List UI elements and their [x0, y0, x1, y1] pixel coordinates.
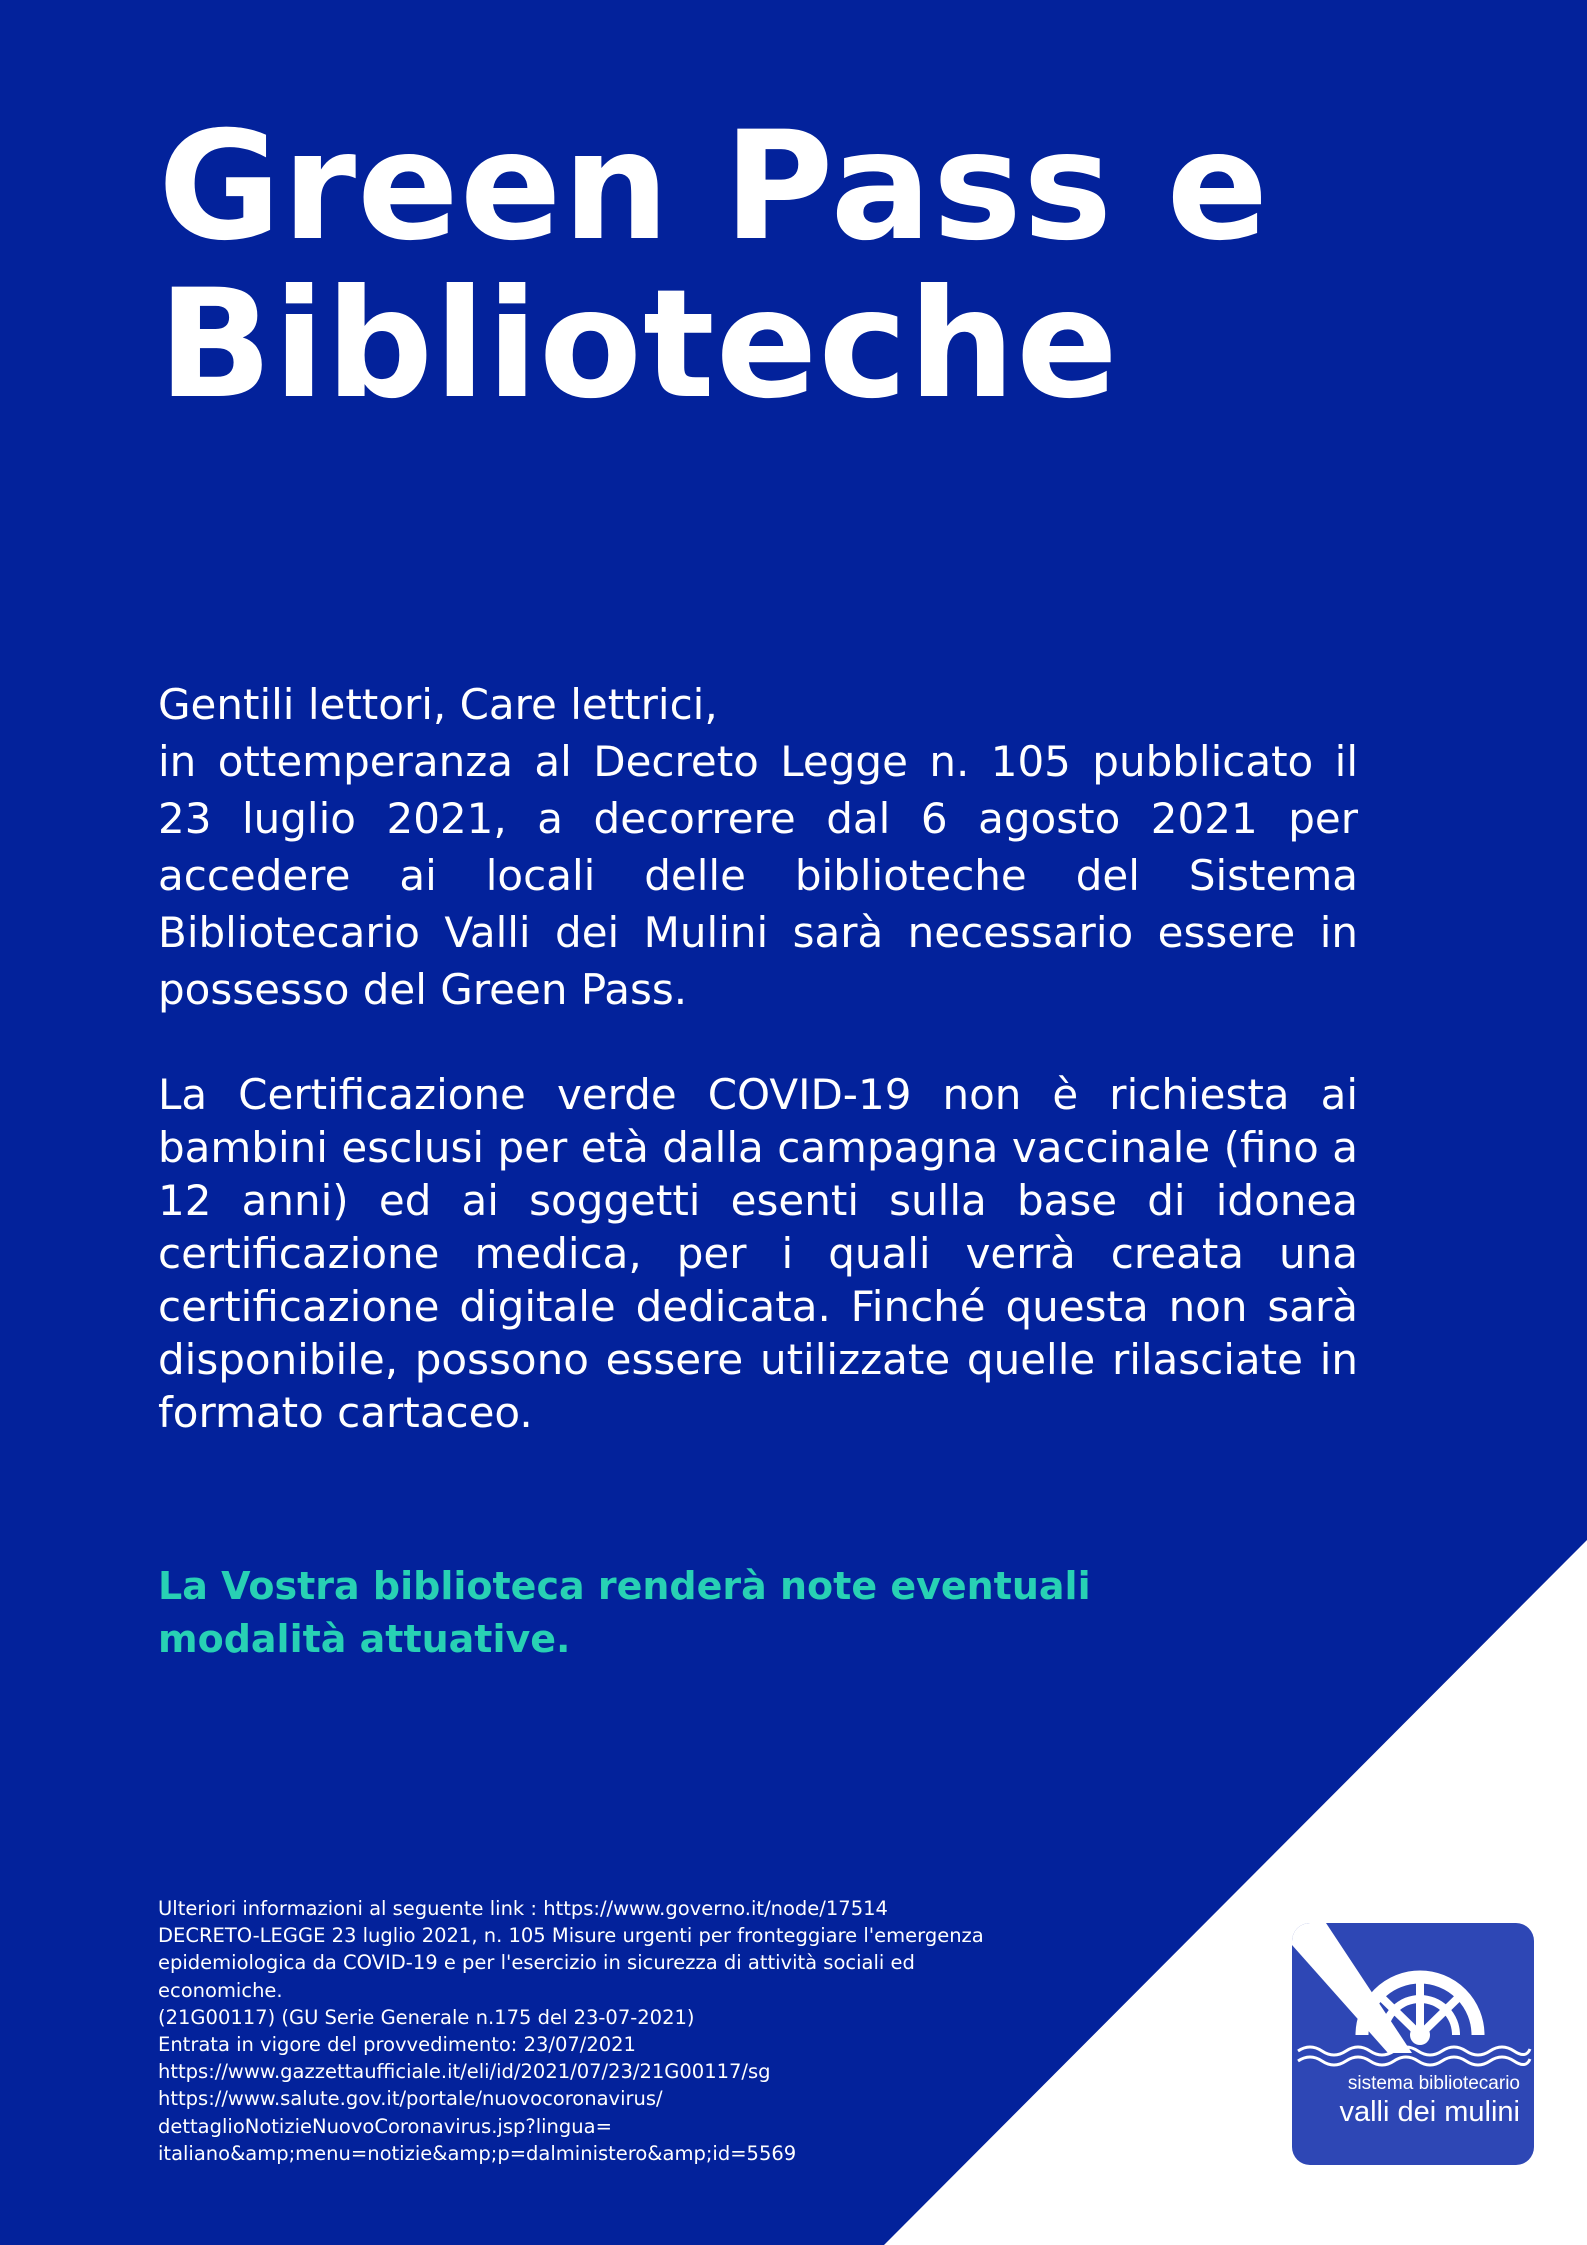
- page-title: [158, 100, 1458, 432]
- water-wheel-icon: [1292, 1923, 1534, 2073]
- logo-text-line-1: sistema bibliotecario: [1347, 2073, 1520, 2094]
- greeting: Gentili lettori, Care lettrici,: [158, 680, 718, 729]
- title-line-2: Biblioteche: [158, 258, 1119, 432]
- library-system-logo: [1292, 1923, 1534, 2165]
- reference-line: Entrata in vigore del provvedimento: 23/07/2021: [158, 2033, 636, 2057]
- references: [158, 1895, 1098, 2167]
- intro-text: in ottemperanza al Decreto Legge n. 105 pubblicato il 23 luglio 2021, a decorrere dal 6 agosto 2021 per accedere ai locali delle biblioteche del Sistema Bibliotecario Valli dei Mulini sarà necessario essere in possesso del Green Pass.: [158, 737, 1358, 1014]
- reference-line: https://www.salute.gov.it/portale/nuovocoronavirus/: [158, 2087, 663, 2111]
- notice-text: [158, 1560, 1158, 1666]
- reference-line: economiche.: [158, 1978, 283, 2002]
- reference-line: dettaglioNotizieNuovoCoronavirus.jsp?lingua=: [158, 2114, 612, 2138]
- reference-line: https://www.gazzettaufficiale.it/eli/id/2021/07/23/21G00117/sg: [158, 2060, 771, 2084]
- reference-line: Ulteriori informazioni al seguente link : https://www.governo.it/node/17514: [158, 1897, 888, 1920]
- notice-line-2: modalità attuative.: [158, 1617, 571, 1661]
- reference-line: DECRETO-LEGGE 23 luglio 2021, n. 105 Misure urgenti per fronteggiare l'emergenza: [158, 1924, 984, 1948]
- logo-text-line-2: valli dei mulini: [1339, 2096, 1520, 2128]
- title-line-1: Green Pass e: [158, 100, 1270, 274]
- reference-line: epidemiologica da COVID-19 e per l'esercizio in sicurezza di attività sociali ed: [158, 1951, 915, 1975]
- exemption-paragraph: La Certificazione verde COVID-19 non è richiesta ai bambini esclusi per età dalla campagna vaccinale (fino a 12 anni) ed ai soggetti esenti sulla base di idonea certificazione medica, per i quali verrà creata una certificazione digitale dedicata. Finché questa non sarà disponibile, possono essere utilizzate quelle rilasciate in formato cartaceo.: [158, 1070, 1358, 1437]
- reference-line: (21G00117) (GU Serie Generale n.175 del 23-07-2021): [158, 2005, 695, 2029]
- reference-line: italiano&amp;menu=notizie&amp;p=dalministero&amp;id=5569: [158, 2141, 797, 2165]
- notice-line-1: La Vostra biblioteca renderà note eventuali: [158, 1564, 1091, 1608]
- intro-paragraph: [158, 676, 1358, 1018]
